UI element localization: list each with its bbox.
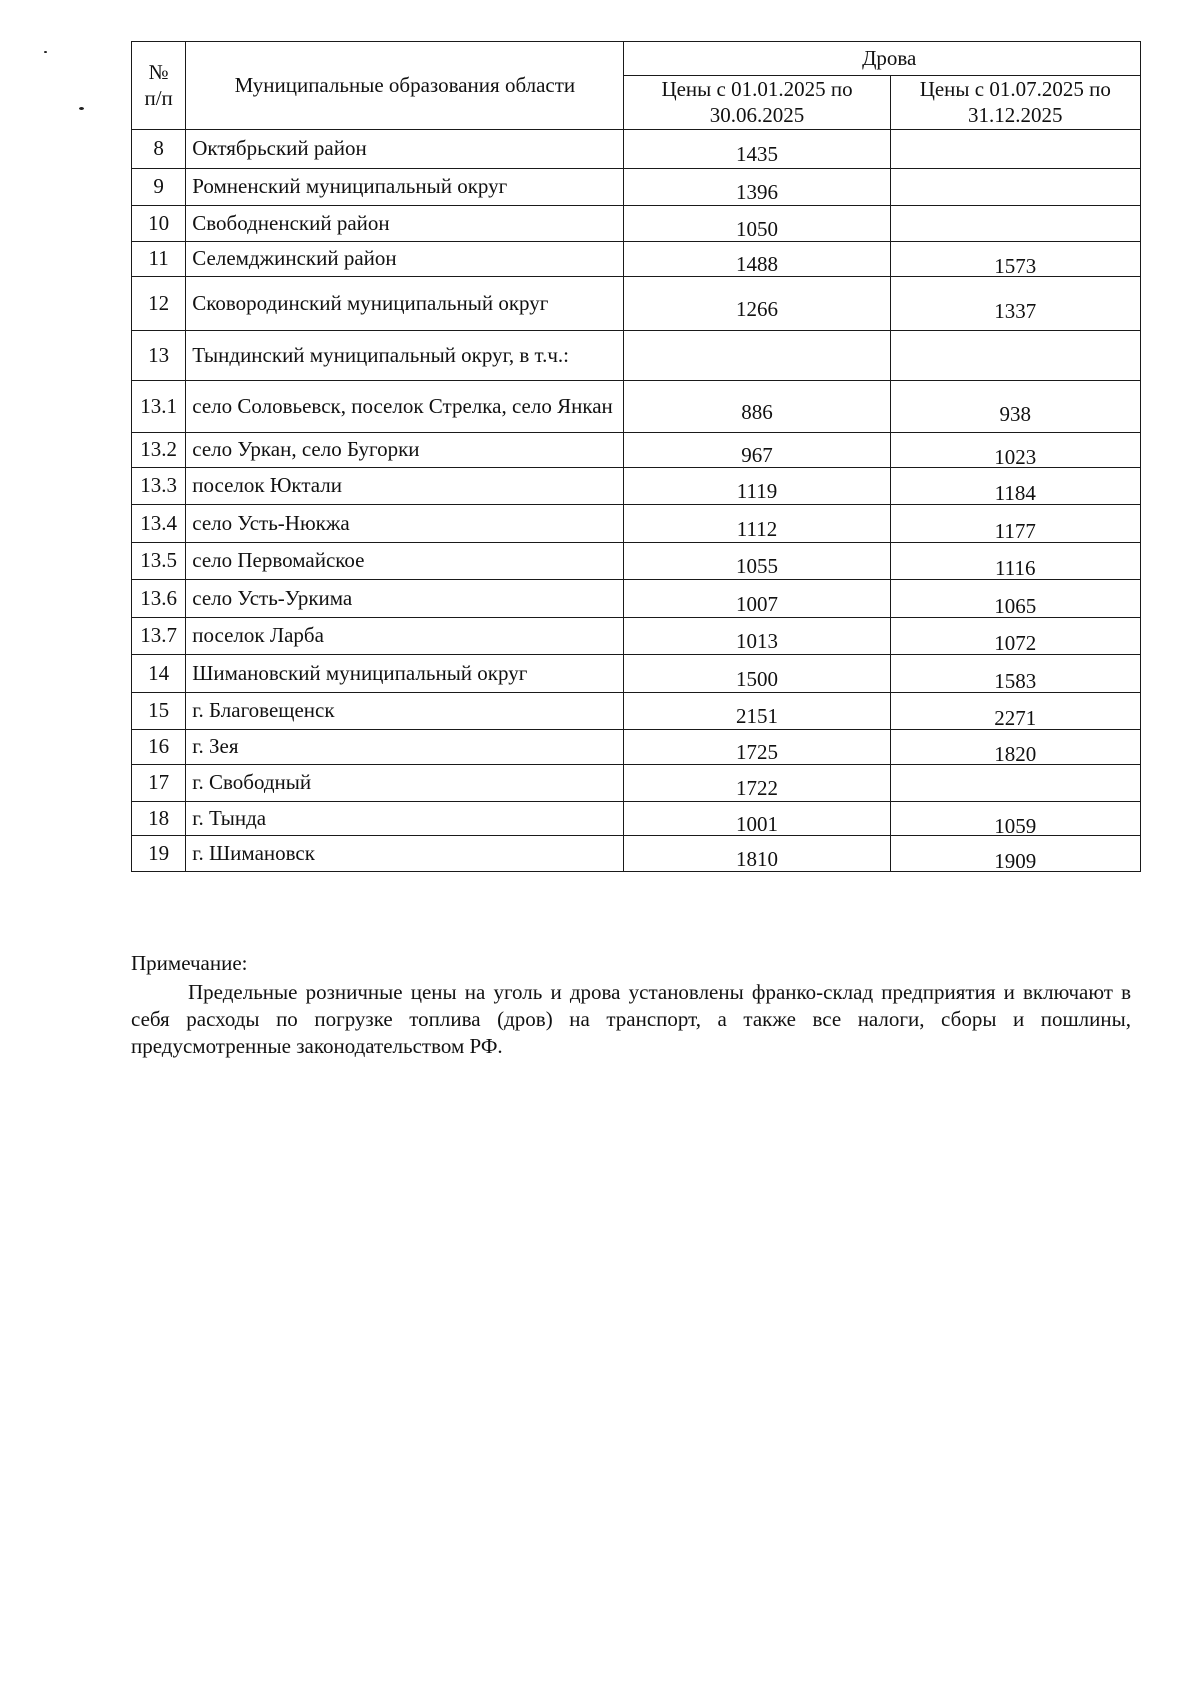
row-price-period-2-value: 1177	[994, 518, 1036, 543]
row-price-period-2	[890, 802, 1140, 836]
row-municipality: г. Свободный	[186, 765, 624, 802]
row-number: 15	[132, 693, 186, 730]
row-number: 14	[132, 655, 186, 693]
row-price-period-2	[890, 242, 1140, 277]
row-price-period-2	[890, 381, 1140, 433]
row-price-period-1-value: 967	[741, 443, 773, 468]
row-price-period-1	[624, 580, 890, 618]
row-price-period-1-value: 1725	[736, 740, 779, 765]
row-price-period-2	[890, 543, 1140, 580]
row-price-period-1-value: 1050	[736, 216, 779, 241]
row-municipality: село Соловьевск, поселок Стрелка, село Янкан	[186, 381, 624, 433]
row-municipality: Тындинский муниципальный округ, в т.ч.:	[186, 331, 624, 381]
row-number: 18	[132, 802, 186, 836]
row-municipality: Шимановский муниципальный округ	[186, 655, 624, 693]
row-number: 19	[132, 836, 186, 872]
row-municipality: Селемджинский район	[186, 242, 624, 277]
row-price-period-2-value: 1583	[994, 668, 1037, 693]
table-row	[132, 331, 1141, 381]
table-row	[132, 505, 1141, 543]
row-price-period-2	[890, 765, 1140, 802]
row-price-period-2	[890, 618, 1140, 655]
row-number: 8	[132, 130, 186, 169]
header-period-2: Цены с 01.07.2025 по 31.12.2025	[890, 76, 1140, 130]
row-municipality: поселок Ларба	[186, 618, 624, 655]
row-municipality: Свободненский район	[186, 206, 624, 242]
row-price-period-2	[890, 505, 1140, 543]
row-municipality: г. Благовещенск	[186, 693, 624, 730]
row-number: 13.5	[132, 543, 186, 580]
row-price-period-2	[890, 655, 1140, 693]
scan-speck	[44, 51, 47, 53]
table-row	[132, 655, 1141, 693]
row-price-period-1-value: 886	[741, 399, 773, 424]
row-number: 13.6	[132, 580, 186, 618]
row-price-period-2	[890, 433, 1140, 468]
row-price-period-2-value: 1337	[994, 298, 1037, 323]
row-price-period-2-value: 1909	[994, 848, 1037, 873]
row-price-period-1	[624, 836, 890, 872]
row-price-period-1-value: 1488	[736, 252, 779, 277]
row-price-period-2	[890, 206, 1140, 242]
row-municipality: г. Шимановск	[186, 836, 624, 872]
table-row	[132, 242, 1141, 277]
row-price-period-1-value: 1001	[736, 811, 779, 836]
row-price-period-1	[624, 505, 890, 543]
table-row	[132, 433, 1141, 468]
row-municipality: г. Зея	[186, 730, 624, 765]
row-price-period-2-value: 1184	[994, 481, 1036, 506]
row-price-period-2-value: 1820	[994, 742, 1037, 767]
row-price-period-2-value: 1065	[994, 593, 1037, 618]
table-row	[132, 206, 1141, 242]
header-firewood-group: Дрова	[624, 42, 1141, 76]
row-price-period-2-value: 1059	[994, 813, 1037, 838]
table-row	[132, 277, 1141, 331]
row-price-period-1-value: 1810	[736, 846, 779, 871]
table-row	[132, 836, 1141, 872]
row-price-period-1	[624, 543, 890, 580]
row-number: 13	[132, 331, 186, 381]
row-number: 16	[132, 730, 186, 765]
row-municipality: поселок Юктали	[186, 468, 624, 505]
row-price-period-1	[624, 169, 890, 206]
table-row	[132, 618, 1141, 655]
table-row	[132, 169, 1141, 206]
table-row	[132, 468, 1141, 505]
table-row	[132, 381, 1141, 433]
row-price-period-2-value: 1573	[994, 254, 1037, 279]
row-number: 13.7	[132, 618, 186, 655]
row-price-period-2-value: 1023	[994, 445, 1037, 470]
firewood-price-table	[131, 41, 1141, 872]
row-municipality: Октябрьский район	[186, 130, 624, 169]
row-price-period-2	[890, 331, 1140, 381]
row-number: 13.1	[132, 381, 186, 433]
header-municipality: Муниципальные образования области	[186, 42, 624, 130]
row-price-period-2	[890, 169, 1140, 206]
row-price-period-1-value: 2151	[736, 704, 779, 729]
row-price-period-1	[624, 277, 890, 331]
row-price-period-1	[624, 693, 890, 730]
row-price-period-1	[624, 242, 890, 277]
row-price-period-1	[624, 206, 890, 242]
row-price-period-1	[624, 331, 890, 381]
table-body	[132, 130, 1141, 872]
row-municipality: г. Тында	[186, 802, 624, 836]
row-price-period-1-value: 1055	[736, 554, 779, 579]
row-number: 10	[132, 206, 186, 242]
note-text: Предельные розничные цены на уголь и дрова установлены франко-склад предприятия и включают в себя расходы по погрузке топлива (дров) на транспорт, а также все налоги, сборы и пошлины, предусмотренные законодательством РФ.	[131, 980, 1131, 1058]
row-price-period-2	[890, 277, 1140, 331]
row-price-period-2	[890, 580, 1140, 618]
header-period-1: Цены с 01.01.2025 по 30.06.2025	[624, 76, 890, 130]
table-row	[132, 130, 1141, 169]
note-title: Примечание:	[131, 951, 248, 975]
header-number: № п/п	[132, 42, 186, 130]
row-number: 13.4	[132, 505, 186, 543]
row-price-period-1	[624, 468, 890, 505]
row-price-period-1	[624, 618, 890, 655]
row-price-period-1	[624, 765, 890, 802]
row-price-period-1-value: 1722	[736, 776, 779, 801]
row-price-period-2	[890, 730, 1140, 765]
row-price-period-2-value: 938	[999, 401, 1032, 426]
table-row	[132, 765, 1141, 802]
row-number: 12	[132, 277, 186, 331]
table-row	[132, 802, 1141, 836]
row-price-period-1	[624, 730, 890, 765]
row-price-period-2-value: 2271	[994, 706, 1037, 731]
row-price-period-1	[624, 802, 890, 836]
table-row	[132, 693, 1141, 730]
row-municipality: село Усть-Нюкжа	[186, 505, 624, 543]
row-price-period-1-value: 1396	[736, 180, 779, 205]
row-price-period-1-value: 1007	[736, 591, 779, 616]
row-price-period-1-value: 1435	[736, 142, 779, 167]
row-price-period-1	[624, 655, 890, 693]
row-price-period-2	[890, 693, 1140, 730]
row-price-period-2	[890, 130, 1140, 169]
row-price-period-1	[624, 381, 890, 433]
note-section	[131, 950, 1131, 1060]
table-row	[132, 730, 1141, 765]
table-row	[132, 580, 1141, 618]
row-price-period-1-value: 1266	[736, 296, 779, 321]
row-price-period-1-value: 1112	[736, 516, 778, 541]
row-municipality: Сковородинский муниципальный округ	[186, 277, 624, 331]
row-municipality: село Уркан, село Бугорки	[186, 433, 624, 468]
scan-speck	[79, 107, 84, 110]
row-municipality: село Усть-Уркима	[186, 580, 624, 618]
row-price-period-2-value: 1072	[994, 631, 1037, 656]
row-price-period-1-value: 1119	[736, 479, 778, 504]
row-price-period-1-value: 1500	[736, 666, 779, 691]
row-number: 11	[132, 242, 186, 277]
row-number: 13.3	[132, 468, 186, 505]
row-number: 13.2	[132, 433, 186, 468]
row-price-period-2-value: 1116	[995, 556, 1036, 581]
row-price-period-1	[624, 130, 890, 169]
row-price-period-2	[890, 468, 1140, 505]
row-price-period-2	[890, 836, 1140, 872]
table-row	[132, 543, 1141, 580]
row-number: 9	[132, 169, 186, 206]
row-number: 17	[132, 765, 186, 802]
row-municipality: село Первомайское	[186, 543, 624, 580]
row-price-period-1-value: 1013	[736, 629, 779, 654]
row-municipality: Ромненский муниципальный округ	[186, 169, 624, 206]
row-price-period-1	[624, 433, 890, 468]
